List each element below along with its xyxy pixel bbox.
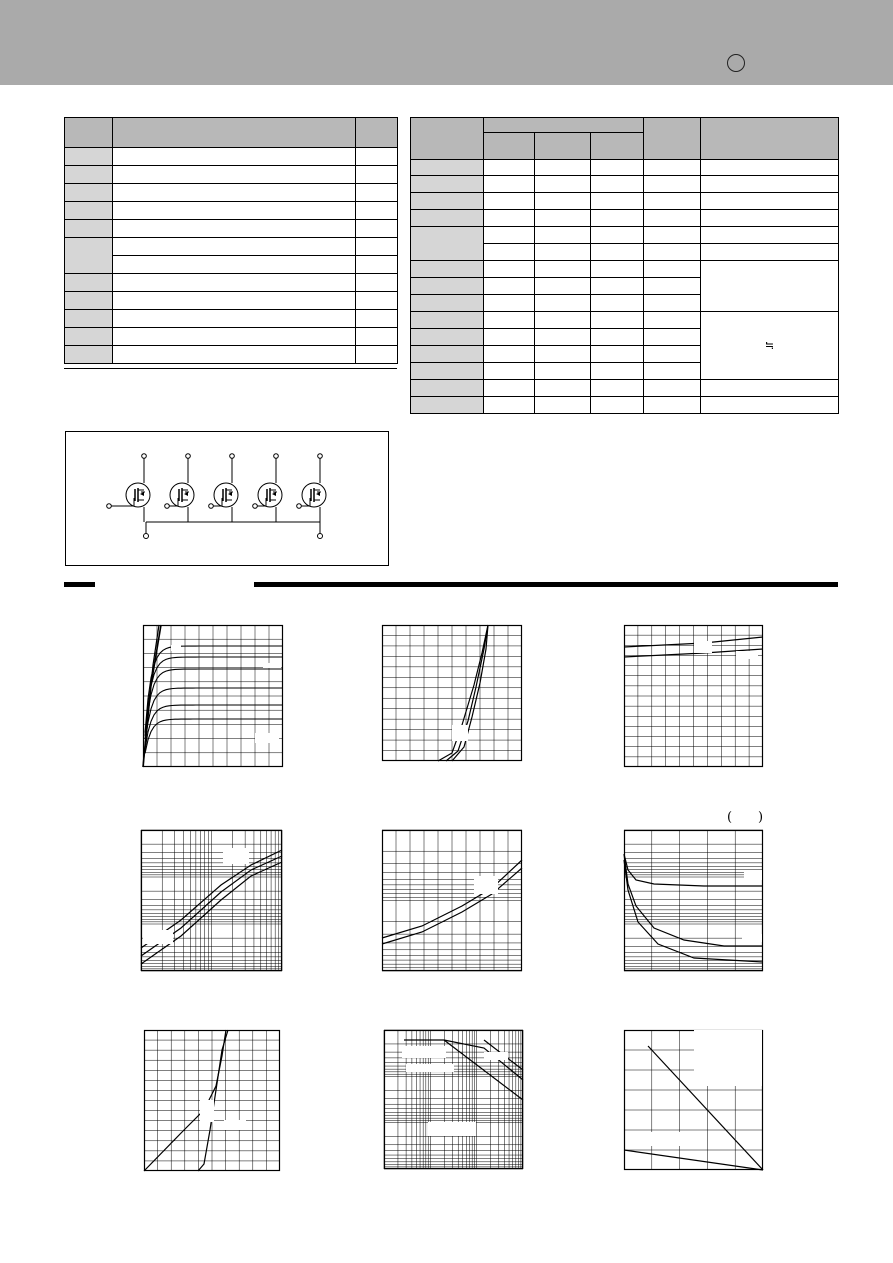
circle-mark-icon xyxy=(727,54,745,72)
equivalent-circuit-box xyxy=(65,431,389,566)
chart-4-log-log-characteristics xyxy=(141,830,282,971)
chart-6-paren-close: ) xyxy=(758,810,764,825)
mosfet-icon xyxy=(107,454,150,522)
mosfet-icon xyxy=(297,454,326,522)
table-underline xyxy=(64,368,397,369)
mosfet-icon xyxy=(209,454,238,522)
section-bar-left xyxy=(64,582,95,587)
electrical-characteristics-table xyxy=(410,117,839,414)
approx-equal-sign: ≒ xyxy=(764,340,775,352)
chart-1-output-characteristics xyxy=(143,625,283,767)
chart-3-temperature-characteristics xyxy=(624,625,763,767)
mosfet-icon xyxy=(253,454,282,522)
chart-6-capacitance-characteristics xyxy=(624,830,763,971)
max-ratings-table xyxy=(64,117,398,364)
section-bar-right xyxy=(254,582,838,587)
chart-2-transfer-characteristics xyxy=(382,625,522,761)
chart-5-semilog-characteristics xyxy=(382,830,522,971)
chart-6-paren-open: ( xyxy=(727,810,733,825)
equivalent-circuit-diagram xyxy=(66,432,390,567)
chart-9-derating-curve xyxy=(624,1030,763,1170)
chart-8-safe-operating-area xyxy=(384,1030,523,1169)
chart-7-diode-characteristics xyxy=(144,1030,280,1171)
mosfet-icon xyxy=(165,454,194,522)
header-banner xyxy=(0,0,893,85)
